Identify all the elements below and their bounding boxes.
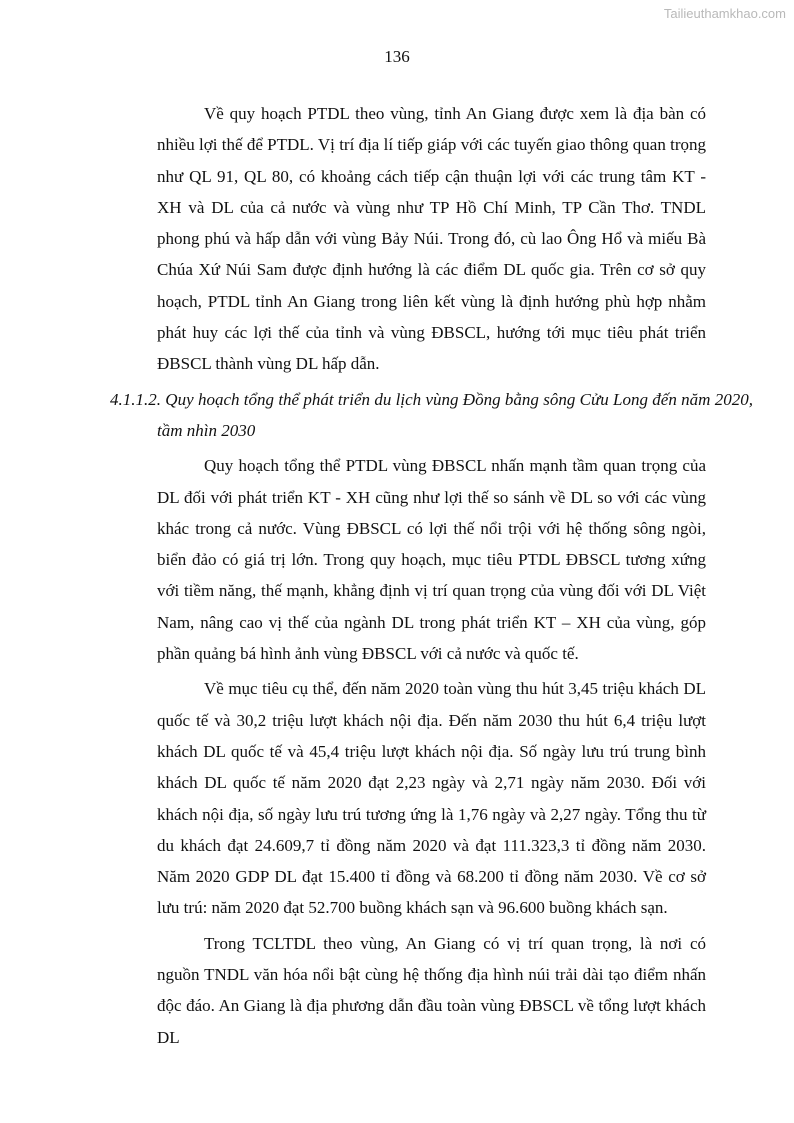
page-number: 136 [384,47,410,66]
paragraph-an-giang-role: Trong TCLTDL theo vùng, An Giang có vị trí quan trọng, là nơi có nguồn TNDL văn hóa nổi bật cùng hệ thống địa hình núi trải dài tạo điểm nhấn độc đáo. An Giang là địa phương dẫn đầu toàn vùng ĐBSCL về tổng lượt khách DL [157,933,706,1047]
document-body [110,98,753,1053]
watermark: Tailieuthamkhao.com [663,6,786,21]
paragraph-master-plan: Quy hoạch tổng thể PTDL vùng ĐBSCL nhấn mạnh tầm quan trọng của DL đối với phát triển KT - XH cũng như lợi thế so sánh về DL so với các vùng khác trong cả nước. Vùng ĐBSCL có lợi thế nổi trội với hệ thống sông ngòi, biển đảo có giá trị lớn. Trong quy hoạch, mục tiêu PTDL ĐBSCL tương xứng với tiềm năng, thế mạnh, khẳng định vị trí quan trọng của vùng đối với DL Việt Nam, nâng cao vị thế của ngành DL trong phát triển KT – XH của vùng, góp phần quảng bá hình ảnh vùng ĐBSCL với cả nước và quốc tế. [157,456,706,664]
paragraph-regional-planning: Về quy hoạch PTDL theo vùng, tỉnh An Giang được xem là địa bàn có nhiều lợi thế để PTDL. Vị trí địa lí tiếp giáp với các tuyến giao thông quan trọng như QL 91, QL 80, có khoảng cách tiếp cận thuận lợi với các trung tâm KT - XH và DL của cả nước và vùng như TP Hồ Chí Minh, TP Cần Thơ. TNDL phong phú và hấp dẫn với vùng Bảy Núi. Trong đó, cù lao Ông Hổ và miếu Bà Chúa Xứ Núi Sam được định hướng là các điểm DL quốc gia. Trên cơ sở quy hoạch, PTDL tỉnh An Giang trong liên kết vùng là định hướng phù hợp nhằm phát huy các lợi thế của tỉnh và vùng ĐBSCL, hướng tới mục tiêu phát triển ĐBSCL thành vùng DL hấp dẫn. [157,104,706,374]
paragraph-targets: Về mục tiêu cụ thể, đến năm 2020 toàn vùng thu hút 3,45 triệu khách DL quốc tế và 30,2 triệu lượt khách nội địa. Đến năm 2030 thu hút 6,4 triệu lượt khách DL quốc tế và 45,4 triệu lượt khách nội địa. Số ngày lưu trú trung bình khách DL quốc tế năm 2020 đạt 2,23 ngày và 2,71 ngày năm 2030. Đối với khách nội địa, số ngày lưu trú tương ứng là 1,76 ngày và 2,27 ngày. Tổng thu từ du khách đạt 24.609,7 tỉ đồng năm 2020 và đạt 111.323,3 tỉ đồng năm 2030. Năm 2020 GDP DL đạt 15.400 tỉ đồng và 68.200 tỉ đồng năm 2030. Về cơ sở lưu trú: năm 2020 đạt 52.700 buồng khách sạn và 96.600 buồng khách sạn. [157,679,706,918]
section-heading: 4.1.1.2. Quy hoạch tổng thể phát triển du lịch vùng Đồng bằng sông Cửu Long đến năm 2020, tầm nhìn 2030 [110,389,753,440]
